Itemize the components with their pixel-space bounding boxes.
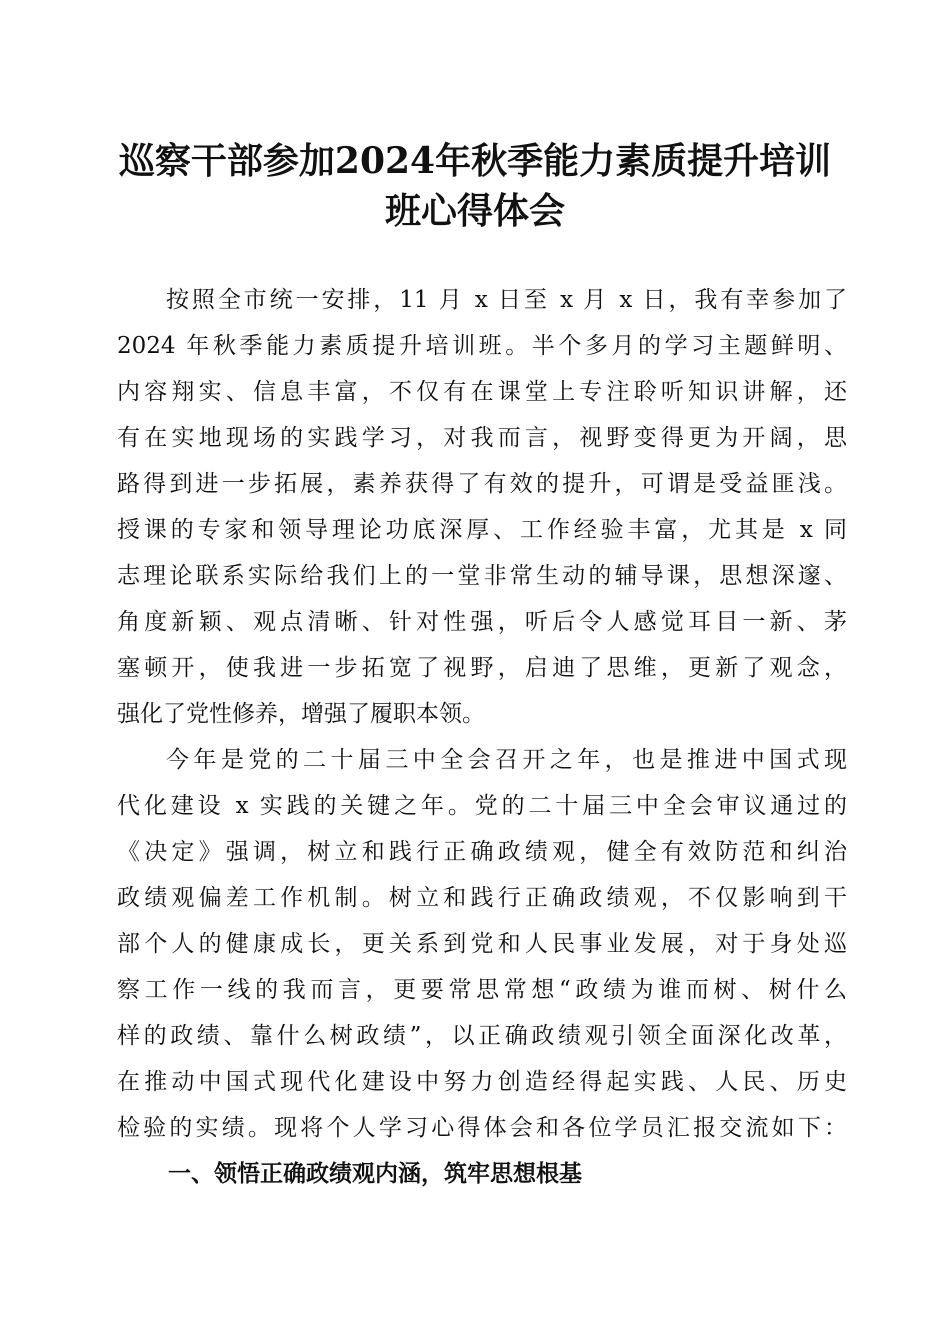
paragraph-line: 内容翔实、信息丰富，不仅有在课堂上专注聆听知识讲解，还	[117, 379, 847, 405]
paragraph-line: 《决定》强调，树立和践行正确政绩观，健全有效防范和纠治	[117, 839, 847, 865]
paragraph-line: 2024 年秋季能力素质提升培训班。半个多月的学习主题鲜明、	[117, 333, 847, 359]
paragraph-line: 样的政绩、靠什么树政绩”，以正确政绩观引领全面深化改革，	[117, 1023, 847, 1049]
paragraph-line: 在推动中国式现代化建设中努力创造经得起实践、人民、历史	[117, 1069, 847, 1095]
paragraph-line: 授课的专家和领导理论功底深厚、工作经验丰富，尤其是 x 同	[117, 517, 847, 543]
paragraph-line: 政绩观偏差工作机制。树立和践行正确政绩观，不仅影响到干	[117, 885, 847, 911]
document-body	[117, 277, 847, 1197]
paragraph-line: 部个人的健康成长，更关系到党和人民事业发展，对于身处巡	[117, 931, 847, 957]
paragraph-line: 塞顿开，使我进一步拓宽了视野，启迪了思维，更新了观念，	[117, 655, 847, 681]
title-line-2: 班心得体会	[384, 190, 565, 232]
paragraph-line: 今年是党的二十届三中全会召开之年，也是推进中国式现	[166, 747, 847, 773]
paragraph-1	[117, 277, 847, 737]
paragraph-line: 代化建设 x 实践的关键之年。党的二十届三中全会审议通过的	[117, 793, 847, 819]
paragraph-line: 路得到进一步拓展，素养获得了有效的提升，可谓是受益匪浅。	[117, 471, 847, 497]
paragraph-2	[117, 737, 847, 1151]
paragraph-line: 有在实地现场的实践学习，对我而言，视野变得更为开阔，思	[117, 425, 847, 451]
document-title	[100, 136, 850, 236]
paragraph-line: 察工作一线的我而言，更要常思常想“政绩为谁而树、树什么	[117, 977, 847, 1003]
paragraph-line: 强化了党性修养，增强了履职本领。	[117, 701, 485, 727]
title-line-1: 巡察干部参加2024年秋季能力素质提升培训	[118, 140, 832, 182]
paragraph-line: 志理论联系实际给我们上的一堂非常生动的辅导课，思想深邃、	[117, 563, 847, 589]
paragraph-line: 角度新颖、观点清晰、针对性强，听后令人感觉耳目一新、茅	[117, 609, 847, 635]
section-heading: 一、领悟正确政绩观内涵，筑牢思想根基	[168, 1161, 582, 1187]
paragraph-line: 按照全市统一安排，11 月 x 日至 x 月 x 日，我有幸参加了	[166, 287, 847, 313]
paragraph-line: 检验的实绩。现将个人学习心得体会和各位学员汇报交流如下：	[117, 1115, 847, 1141]
